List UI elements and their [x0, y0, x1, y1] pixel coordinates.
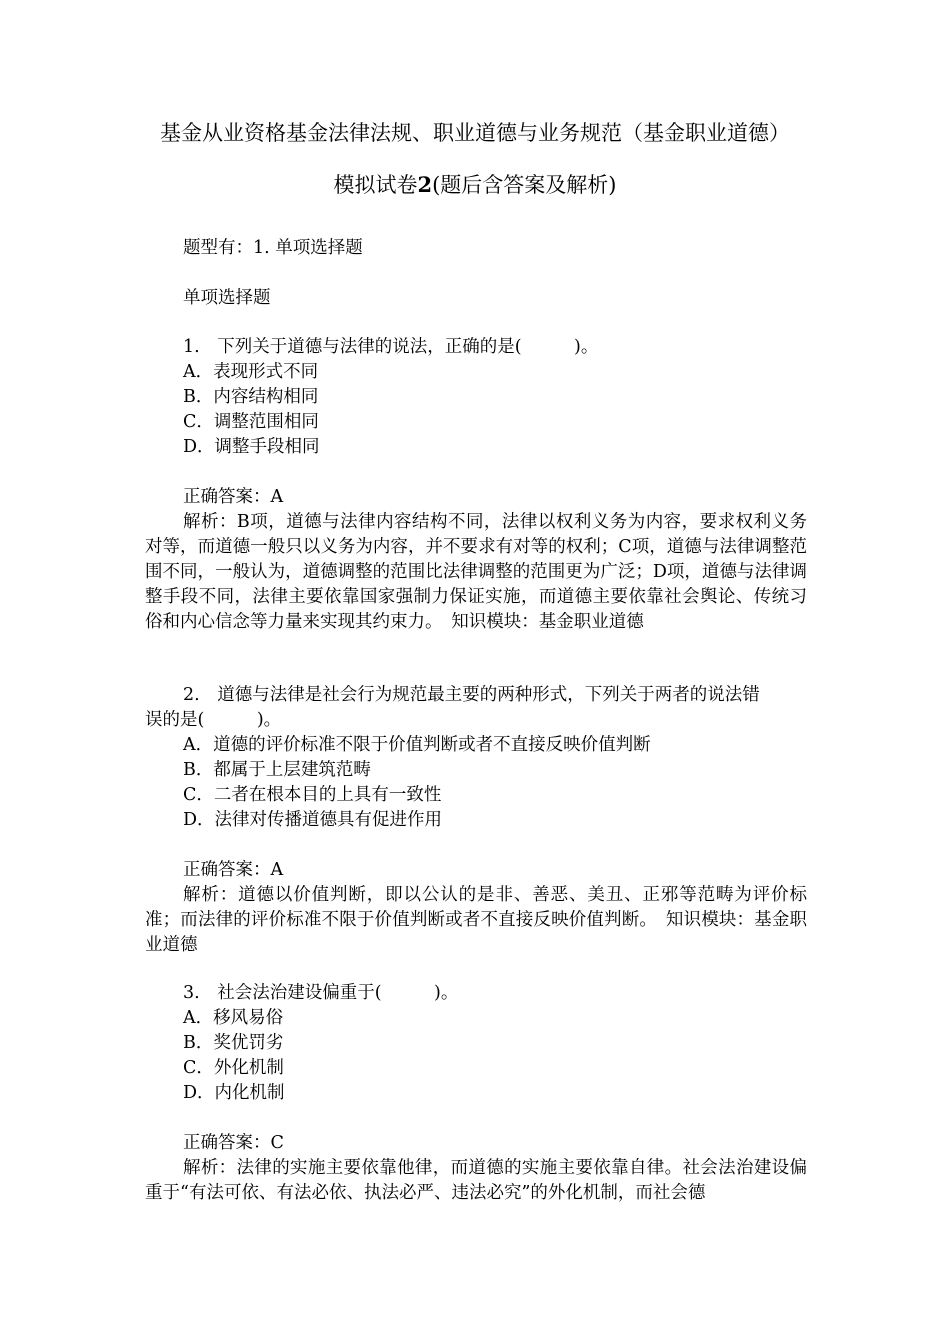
- option-d: D．法律对传播道德具有促进作用: [183, 810, 443, 830]
- document-title-line2: [100, 170, 850, 200]
- option-d: D．内化机制: [183, 1083, 285, 1103]
- title-prefix: 模拟试卷: [333, 173, 418, 197]
- document-title-line1: 基金从业资格基金法律法规、职业道德与业务规范（基金职业道德）: [160, 121, 790, 145]
- option-c: C．调整范围相同: [183, 412, 319, 432]
- option-a: A．移风易俗: [183, 1008, 284, 1028]
- question-stem-text: 道德与法律是社会行为规范最主要的两种形式，下列关于两者的说法错: [217, 685, 760, 705]
- question-stem: [145, 335, 807, 360]
- explanation: 解析：法律的实施主要依靠他律，而道德的实施主要依靠自律。社会法治建设偏重于“有法可依、有法必依、执法必严、违法必究”的外化机制，而社会德: [145, 1158, 807, 1203]
- title-number: 2: [417, 172, 433, 197]
- question-stem-text: 下列关于道德与法律的说法，正确的是( )。: [217, 337, 599, 357]
- option-a: A．表现形式不同: [183, 362, 319, 382]
- correct-answer: 正确答案：C: [183, 1133, 284, 1153]
- option-c: C．二者在根本目的上具有一致性: [183, 785, 442, 805]
- option-a: A．道德的评价标准不限于价值判断或者不直接反映价值判断: [183, 735, 651, 755]
- option-b: B．都属于上层建筑范畴: [183, 760, 371, 780]
- question-number: 2.: [183, 685, 200, 705]
- question-types: 题型有：1. 单项选择题: [183, 238, 363, 258]
- question-stem: [145, 981, 807, 1006]
- correct-answer: 正确答案：A: [183, 487, 284, 507]
- question-3: [145, 981, 807, 1206]
- explanation: 解析：道德以价值判断，即以公认的是非、善恶、美丑、正邪等范畴为评价标准；而法律的评价标准不限于价值判断或者不直接反映价值判断。 知识模块：基金职业道德: [145, 885, 807, 955]
- title-suffix: (题后含答案及解析): [432, 173, 617, 197]
- question-number: 1.: [183, 337, 200, 357]
- option-b: B．内容结构相同: [183, 387, 319, 407]
- question-number: 3.: [183, 983, 200, 1003]
- question-1: [145, 335, 807, 635]
- option-b: B．奖优罚劣: [183, 1033, 284, 1053]
- explanation: 解析：B项，道德与法律内容结构不同，法律以权利义务为内容，要求权利义务对等，而道德一般只以义务为内容，并不要求有对等的权利；C项，道德与法律调整范围不同，一般认为，道德调整的范围比法律调整的范围更为广泛；D项，道德与法律调整手段不同，法律主要依靠国家强制力保证实施，而道德主要依靠社会舆论、传统习俗和内心信念等力量来实现其约束力。 知识模块：基金职业道德: [145, 512, 807, 632]
- question-stem: [145, 683, 807, 708]
- option-c: C．外化机制: [183, 1058, 284, 1078]
- section-heading: 单项选择题: [183, 288, 271, 308]
- correct-answer: 正确答案：A: [183, 860, 284, 880]
- question-2: [145, 683, 807, 958]
- option-d: D．调整手段相同: [183, 437, 320, 457]
- question-stem-text: 社会法治建设偏重于( )。: [217, 983, 459, 1003]
- question-stem-continued: 误的是( )。: [145, 710, 282, 730]
